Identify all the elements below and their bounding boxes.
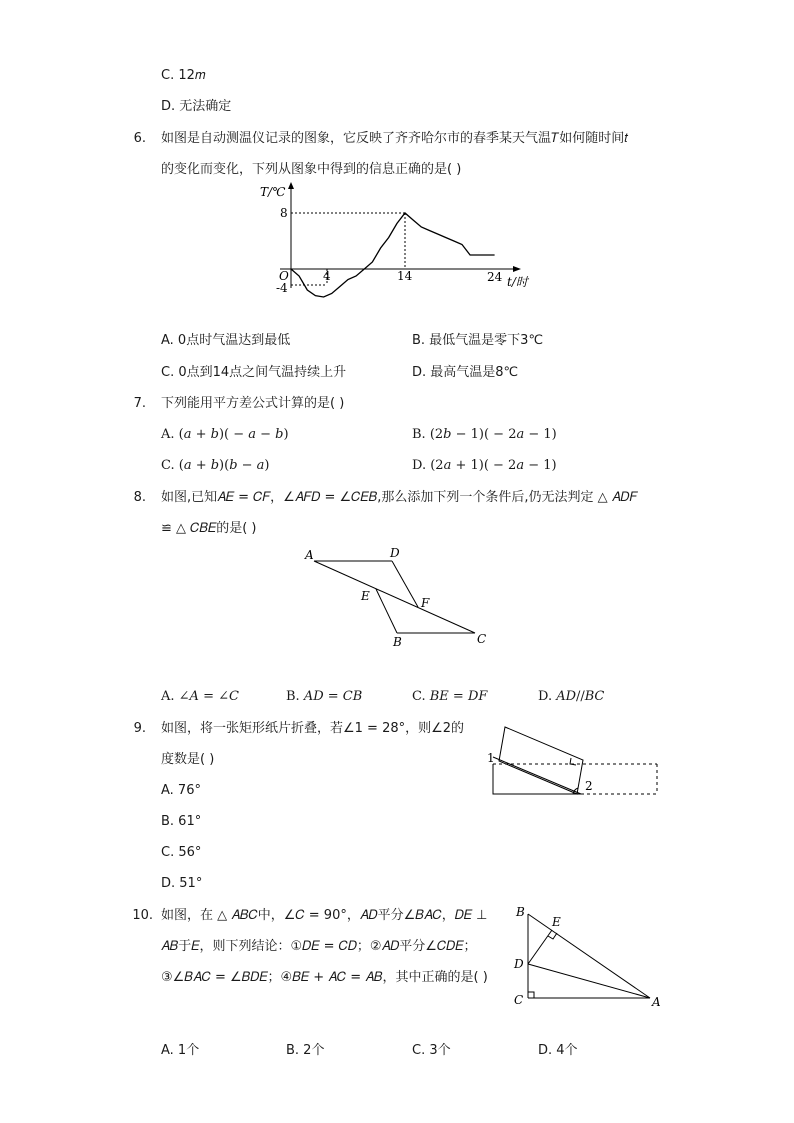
- right-angle-c: [528, 992, 534, 998]
- q9-stem-line1: 如图，将一张矩形纸片折叠，若∠1 = 28°，则∠2的: [161, 721, 465, 736]
- q5-option-c: C. 12𝑚: [161, 68, 206, 83]
- q7-number: 7.: [133, 396, 146, 411]
- q5-option-d: D. 无法确定: [161, 99, 232, 114]
- q10-stem-line2: 𝐴𝐵于𝐸，则下列结论：①𝐷𝐸 = 𝐶𝐷；②𝐴𝐷平分∠𝐶𝐷𝐸；: [161, 939, 477, 954]
- y-tick-neg4: -4: [276, 281, 288, 295]
- label-e: E: [361, 589, 370, 603]
- q6-option-c: C. 0点到14点之间气温持续上升: [161, 365, 347, 380]
- q7-option-c: C. (𝑎 + 𝑏)(𝑏 − 𝑎): [161, 458, 270, 473]
- segment-da: [528, 964, 650, 998]
- folded-rectangle-figure: [485, 722, 665, 802]
- y-tick-8: 8: [280, 206, 288, 220]
- q6-option-a: A. 0点时气温达到最低: [161, 333, 291, 348]
- graph-y-arrow: [288, 182, 294, 189]
- q8-option-d: D. 𝐴𝐷//𝐵𝐶: [538, 689, 605, 704]
- q9-option-a: A. 76°: [161, 783, 201, 798]
- q8-option-b: B. 𝐴𝐷 = 𝐶𝐵: [286, 689, 363, 704]
- label-c: C: [514, 993, 524, 1007]
- q9-option-d: D. 51°: [161, 876, 203, 891]
- label-c: C: [477, 632, 487, 646]
- q10-stem-line1: 如图，在 △ 𝐴𝐵𝐶中，∠𝐶 = 90°，𝐴𝐷平分∠𝐵𝐴𝐶，𝐷𝐸 ⊥: [161, 908, 488, 923]
- fold-line: [493, 757, 581, 794]
- label-f: F: [421, 596, 430, 610]
- segment-ba: [528, 914, 650, 998]
- rect-remaining: [493, 764, 581, 794]
- label-e: E: [552, 915, 561, 929]
- q6-number: 6.: [133, 131, 146, 146]
- x-tick-4: 4: [323, 269, 331, 283]
- q6-stem-line2: 的变化而变化，下列从图象中得到的信息正确的是( ): [161, 162, 462, 177]
- x-tick-14: 14: [397, 269, 413, 283]
- q8-number: 8.: [133, 490, 146, 505]
- angle-1-label: 1: [487, 751, 495, 765]
- label-a: A: [305, 548, 314, 562]
- q8-option-c: C. 𝐵𝐸 = 𝐷𝐹: [412, 689, 488, 704]
- q9-option-b: B. 61°: [161, 814, 202, 829]
- graph-origin: O: [279, 269, 289, 283]
- label-b: B: [393, 635, 402, 649]
- graph-x-label: t/时: [507, 275, 528, 289]
- q9-stem-line2: 度数是( ): [161, 752, 215, 767]
- temperature-curve: [291, 213, 495, 297]
- q7-option-a: A. (𝑎 + 𝑏)( − 𝑎 − 𝑏): [161, 427, 289, 442]
- q10-option-b: B. 2个: [286, 1043, 325, 1058]
- q8-option-a: A. ∠𝐴 = ∠𝐶: [161, 689, 239, 704]
- q7-option-d: D. (2𝑎 + 1)( − 2𝑎 − 1): [412, 458, 557, 473]
- segment-ac: [314, 561, 475, 633]
- q7-option-b: B. (2𝑏 − 1)( − 2𝑎 − 1): [412, 427, 557, 442]
- q6-option-d: D. 最高气温是8℃: [412, 365, 519, 380]
- q10-option-a: A. 1个: [161, 1043, 200, 1058]
- q10-number: 10.: [132, 908, 153, 923]
- q10-stem-line3: ③∠𝐵𝐴𝐶 = ∠𝐵𝐷𝐸；④𝐵𝐸 + 𝐴𝐶 = 𝐴𝐵，其中正确的是( ): [161, 970, 488, 985]
- segment-eb: [376, 589, 397, 633]
- label-a: A: [652, 995, 661, 1009]
- graph-y-label: T/℃: [260, 185, 286, 199]
- q7-stem: 下列能用平方差公式计算的是( ): [161, 396, 345, 411]
- label-d: D: [390, 546, 400, 560]
- q6-option-b: B. 最低气温是零下3℃: [412, 333, 544, 348]
- q9-number: 9.: [133, 721, 146, 736]
- q9-option-c: C. 56°: [161, 845, 202, 860]
- temperature-graph: [250, 180, 540, 295]
- q10-option-d: D. 4个: [538, 1043, 578, 1058]
- label-d: D: [514, 957, 524, 971]
- q8-stem-line1: 如图,已知𝐴𝐸 = 𝐶𝐹，∠𝐴𝐹𝐷 = ∠𝐶𝐸𝐵,那么添加下列一个条件后,仍无法判定 △ 𝐴𝐷𝐹: [161, 490, 638, 505]
- segment-de: [528, 930, 552, 964]
- x-tick-24: 24: [487, 270, 503, 284]
- segment-df: [392, 561, 418, 607]
- graph-x-arrow: [513, 266, 521, 272]
- parallelogram-figure: [300, 545, 500, 655]
- angle-2-label: 2: [585, 779, 593, 793]
- label-b: B: [516, 905, 525, 919]
- right-triangle-figure: [508, 902, 668, 1010]
- q10-option-c: C. 3个: [412, 1043, 451, 1058]
- q8-stem-line2: ≌ △ 𝐶𝐵𝐸的是( ): [161, 521, 257, 536]
- q6-stem-line1: 如图是自动测温仪记录的图象，它反映了齐齐哈尔市的春季某天气温𝑇如何随时间𝑡: [161, 131, 629, 146]
